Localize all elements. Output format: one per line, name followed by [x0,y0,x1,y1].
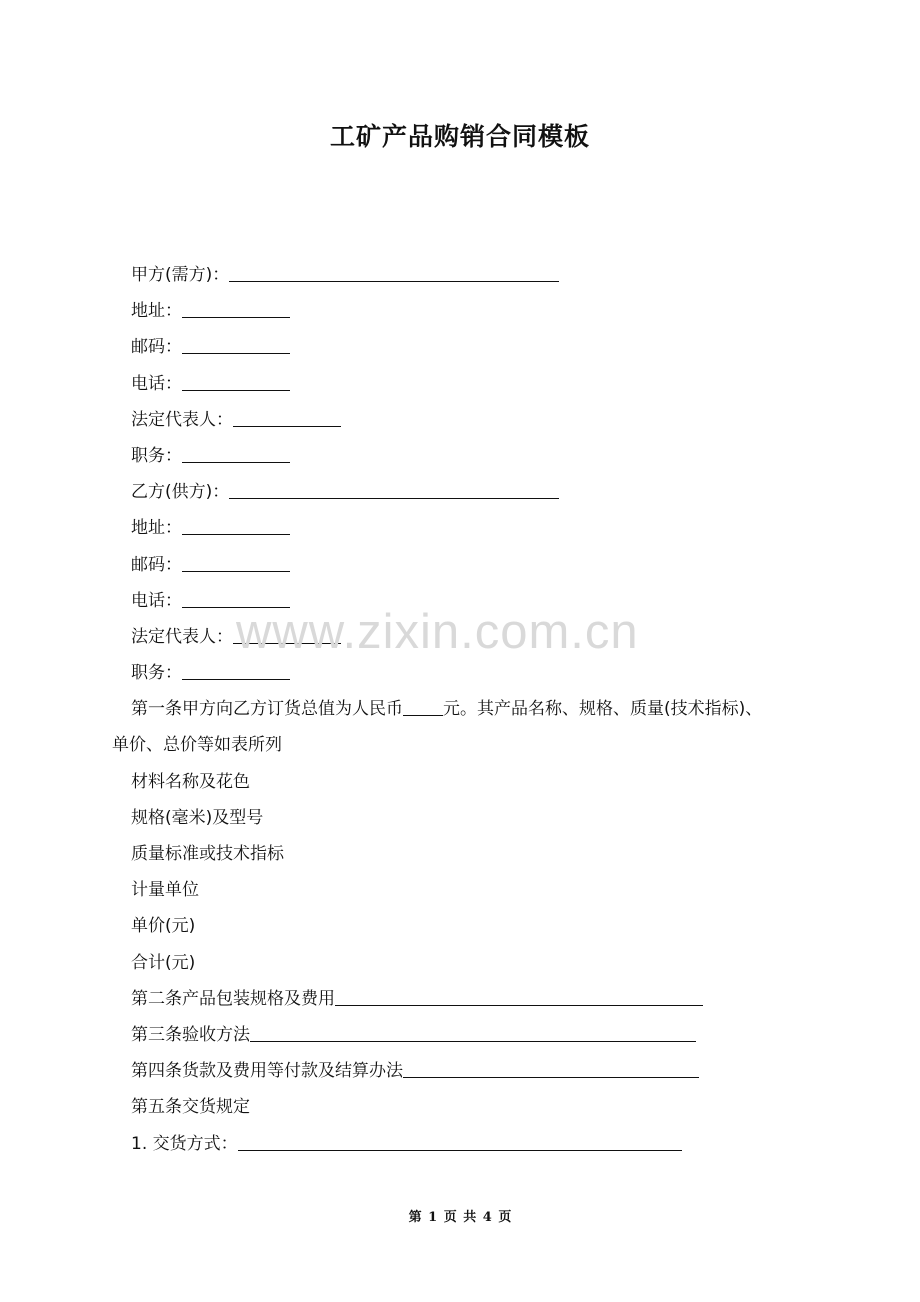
fill-in-blank[interactable] [238,1130,682,1151]
fill-in-blank[interactable] [182,587,290,608]
contract-line [112,836,832,872]
line-text: 电话： [131,373,182,394]
line-text-continued: 元。其产品名称、规格、质量(技术指标)、 [443,699,763,720]
contract-line [112,366,832,402]
fill-in-blank[interactable] [403,695,443,716]
contract-line [112,727,832,763]
line-text: 第三条验收方法 [131,1024,250,1045]
fill-in-blank[interactable] [233,406,341,427]
contract-body [112,257,832,1162]
contract-line [112,764,832,800]
line-text: 第二条产品包装规格及费用 [131,988,335,1009]
contract-line [112,619,832,655]
contract-line [112,1126,832,1162]
fill-in-blank[interactable] [403,1057,699,1078]
document-title: 工矿产品购销合同模板 [329,122,590,151]
contract-line [112,691,832,727]
line-text: 地址： [131,518,182,539]
fill-in-blank[interactable] [182,370,290,391]
line-text: 第五条交货规定 [131,1097,250,1118]
fill-in-blank[interactable] [229,478,559,499]
line-text: 法定代表人： [131,626,233,647]
line-text: 邮码： [131,554,182,575]
line-text: 法定代表人： [131,409,233,430]
contract-line [112,981,832,1017]
fill-in-blank[interactable] [229,261,559,282]
line-text: 职务： [131,445,182,466]
contract-line [112,547,832,583]
line-text: 材料名称及花色 [131,771,250,792]
fill-in-blank[interactable] [335,985,703,1006]
fill-in-blank[interactable] [182,297,290,318]
line-text: 质量标准或技术指标 [131,844,284,864]
contract-line [112,293,832,329]
contract-line [112,655,832,691]
line-text: 计量单位 [131,880,199,901]
fill-in-blank[interactable] [250,1021,696,1042]
fill-in-blank[interactable] [182,514,290,535]
contract-line [112,510,832,546]
contract-line [112,1053,832,1089]
fill-in-blank[interactable] [182,551,290,572]
fill-in-blank[interactable] [182,442,290,463]
contract-line [112,908,832,944]
fill-in-blank[interactable] [182,333,290,354]
line-text: 单价(元) [131,916,196,937]
line-text: 1. 交货方式： [131,1133,238,1154]
line-text: 规格(毫米)及型号 [131,807,264,828]
contract-line [112,1089,832,1125]
fill-in-blank[interactable] [233,623,341,644]
contract-line [112,474,832,510]
contract-line [112,872,832,908]
line-text: 第一条甲方向乙方订货总值为人民币 [131,699,403,720]
page-footer: 第 1 页 共 4 页 [408,1210,512,1225]
line-text: 邮码： [131,337,182,358]
contract-line [112,402,832,438]
contract-line [112,438,832,474]
contract-line [112,945,832,981]
line-text: 乙方(供方)： [131,482,230,503]
line-text: 地址： [131,301,182,322]
contract-line [112,583,832,619]
line-text: 甲方(需方)： [131,265,230,285]
line-text: 职务： [131,663,182,684]
line-text: 单价、总价等如表所列 [112,735,282,756]
contract-line [112,1017,832,1053]
contract-line [112,329,832,365]
contract-line [112,800,832,836]
line-text: 电话： [131,590,182,611]
fill-in-blank[interactable] [182,659,290,680]
line-text: 第四条货款及费用等付款及结算办法 [131,1061,403,1082]
contract-line [112,257,832,293]
line-text: 合计(元) [131,952,196,973]
watermark: www.zixin.com.cn [236,605,639,659]
